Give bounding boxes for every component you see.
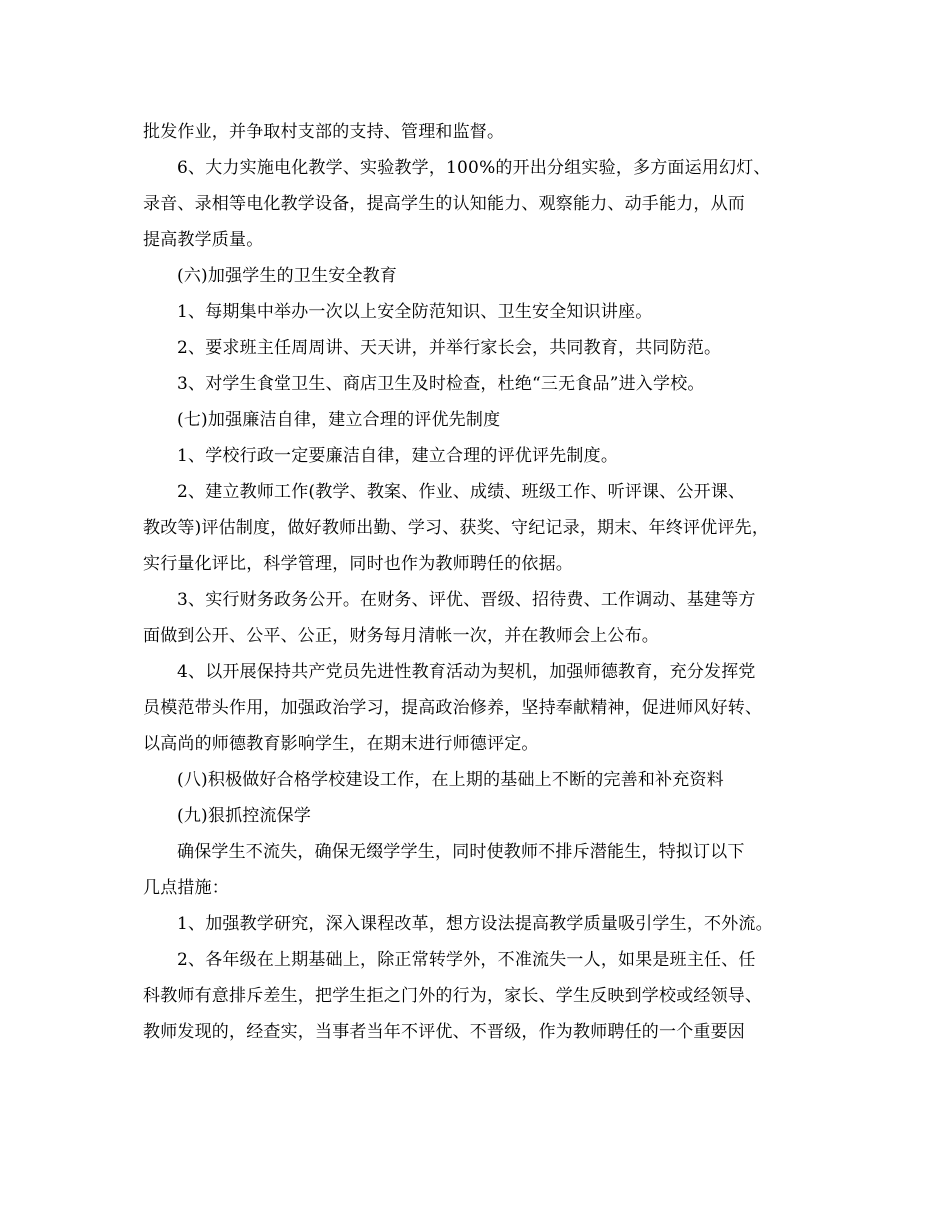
text-line: 1、学校行政一定要廉洁自律，建立合理的评优评先制度。 bbox=[177, 446, 619, 466]
text-line: (八)积极做好合格学校建设工作，在上期的基础上不断的完善和补充资料 bbox=[177, 770, 724, 790]
text-line: 以高尚的师德教育影响学生，在期末进行师德评定。 bbox=[143, 734, 539, 754]
text-line: (六)加强学生的卫生安全教育 bbox=[177, 266, 398, 286]
text-line: 6、大力实施电化教学、实验教学，100%的开出分组实验，多方面运用幻灯、 bbox=[177, 158, 771, 178]
text-line: (九)狠抓控流保学 bbox=[177, 806, 312, 826]
text-line: 员模范带头作用，加强政治学习，提高政治修养，坚持奉献精神，促进师风好转、 bbox=[143, 698, 763, 718]
text-line: 几点措施： bbox=[143, 878, 229, 898]
text-line: 教师发现的，经查实，当事者当年不评优、不晋级，作为教师聘任的一个重要因 bbox=[143, 1022, 745, 1042]
text-line: 科教师有意排斥差生，把学生拒之门外的行为，家长、学生反映到学校或经领导、 bbox=[143, 986, 763, 1006]
text-line: 2、要求班主任周周讲、天天讲，并举行家长会，共同教育，共同防范。 bbox=[177, 338, 722, 358]
text-line: 3、对学生食堂卫生、商店卫生及时检查，杜绝“三无食品”进入学校。 bbox=[177, 374, 705, 394]
text-line: 确保学生不流失，确保无缀学学生，同时使教师不排斥潜能生，特拟订以下 bbox=[177, 842, 745, 862]
text-line: 1、每期集中举办一次以上安全防范知识、卫生安全知识讲座。 bbox=[177, 302, 653, 322]
text-line: 面做到公开、公平、公正，财务每月清帐一次，并在教师会上公布。 bbox=[143, 626, 659, 646]
text-line: 4、以开展保持共产党员先进性教育活动为契机，加强师德教育，充分发挥党 bbox=[177, 662, 756, 682]
text-line: 提高教学质量。 bbox=[143, 230, 264, 250]
text-line: 教改等)评估制度，做好教师出勤、学习、获奖、守纪记录，期末、年终评优评先， bbox=[143, 518, 770, 538]
text-line: 1、加强教学研究，深入课程改革，想方设法提高教学质量吸引学生，不外流。 bbox=[177, 914, 773, 934]
text-line: 实行量化评比，科学管理，同时也作为教师聘任的依据。 bbox=[143, 554, 573, 574]
text-line: 2、建立教师工作(教学、教案、作业、成绩、班级工作、听评课、公开课、 bbox=[177, 482, 746, 502]
document-body bbox=[143, 114, 823, 1050]
text-line: (七)加强廉洁自律，建立合理的评优先制度 bbox=[177, 410, 501, 430]
text-line: 3、实行财务政务公开。在财务、评优、晋级、招待费、工作调动、基建等方 bbox=[177, 590, 756, 610]
text-line: 录音、录相等电化教学设备，提高学生的认知能力、观察能力、动手能力，从而 bbox=[143, 194, 745, 214]
text-line: 2、各年级在上期基础上，除正常转学外，不准流失一人，如果是班主任、任 bbox=[177, 950, 756, 970]
text-line: 批发作业，并争取村支部的支持、管理和监督。 bbox=[143, 122, 505, 142]
